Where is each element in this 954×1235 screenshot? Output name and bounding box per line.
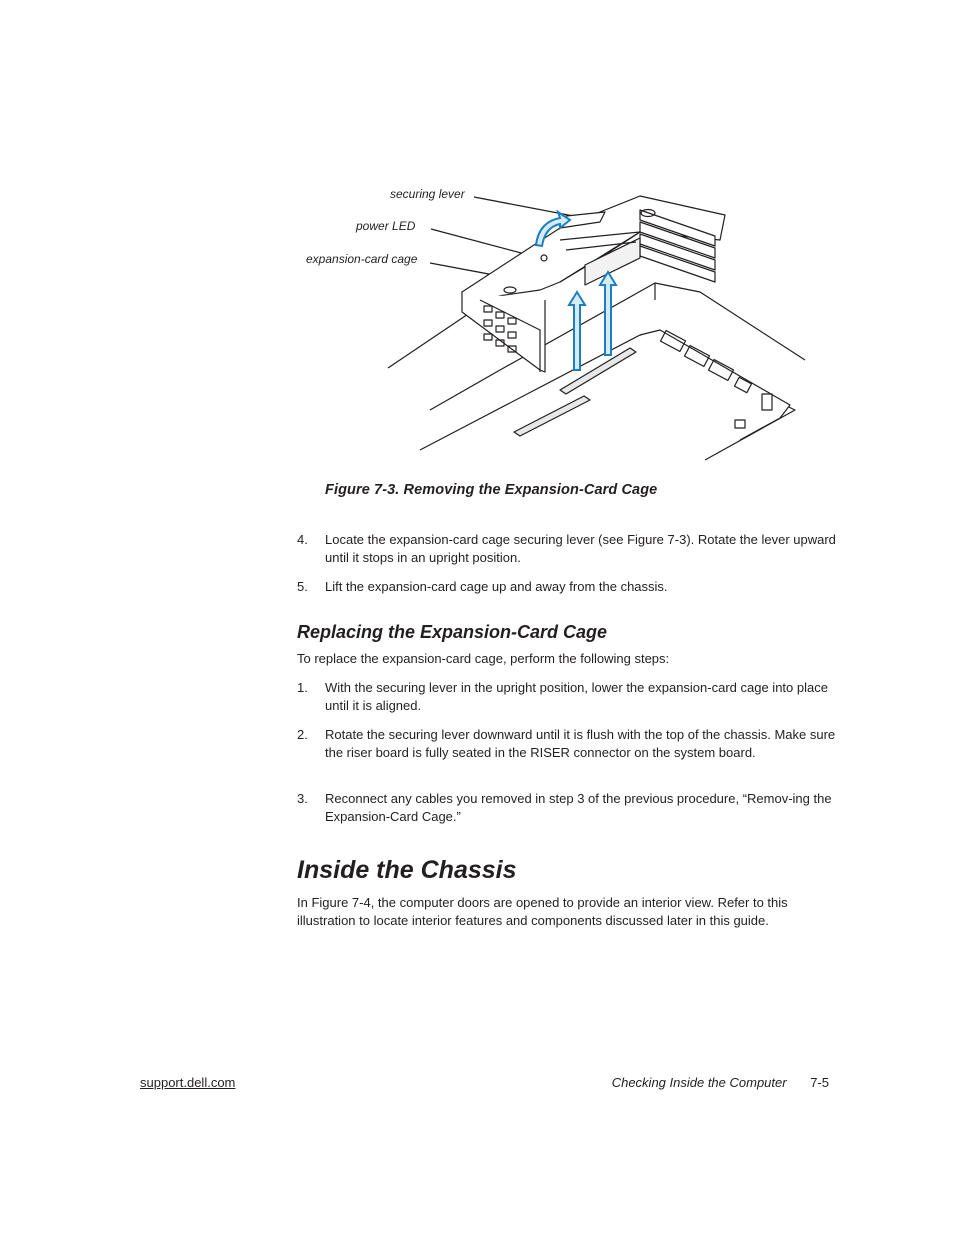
step-number: 4. [297, 532, 308, 547]
step-number: 1. [297, 680, 308, 695]
section-heading-inside-chassis: Inside the Chassis [297, 856, 517, 884]
footer-section-title: Checking Inside the Computer [611, 1075, 787, 1090]
step-text: Lift the expansion-card cage up and away from the chassis. [325, 579, 668, 594]
removal-step-4 [297, 531, 837, 567]
section-heading-replacing: Replacing the Expansion-Card Cage [297, 622, 608, 642]
expansion-card-cage-illustration [380, 182, 810, 467]
step-text: Reconnect any cables you removed in step 3 of the previous procedure, “Remov-ing the Expansion-Card Cage.” [325, 791, 832, 824]
figure-caption: Figure 7-3. Removing the Expansion-Card Cage [325, 482, 658, 498]
footer-page-number: 7-5 [810, 1075, 829, 1090]
replacing-step-3 [297, 790, 837, 826]
step-number: 2. [297, 727, 308, 742]
footer-page-info [612, 1075, 829, 1090]
step-text: Rotate the securing lever downward until it is flush with the top of the chassis. Make sure the riser board is fully seated in the RISER connector on the system board. [325, 727, 836, 760]
replacing-step-2 [297, 726, 837, 762]
step-text: With the securing lever in the upright position, lower the expansion-card cage into place until it is aligned. [325, 680, 828, 713]
step-text: Locate the expansion-card cage securing lever (see Figure 7-3). Rotate the lever upward until it stops in an upright position. [325, 532, 836, 565]
callout-power-led: power LED [356, 219, 416, 233]
inside-chassis-paragraph: In Figure 7-4, the computer doors are opened to provide an interior view. Refer to this illustration to locate interior features and components discussed later in this guide. [297, 895, 788, 928]
step-number: 3. [297, 791, 308, 806]
lift-arrow-left [569, 292, 585, 370]
replacing-step-1 [297, 679, 837, 715]
replacing-intro: To replace the expansion-card cage, perform the following steps: [297, 651, 670, 666]
removal-step-5 [297, 578, 837, 596]
callout-expansion-card-cage: expansion-card cage [306, 252, 418, 266]
lift-arrow-right [600, 272, 616, 355]
callout-securing-lever: securing lever [390, 187, 465, 201]
step-number: 5. [297, 579, 308, 594]
footer-support-link[interactable]: support.dell.com [140, 1075, 236, 1090]
